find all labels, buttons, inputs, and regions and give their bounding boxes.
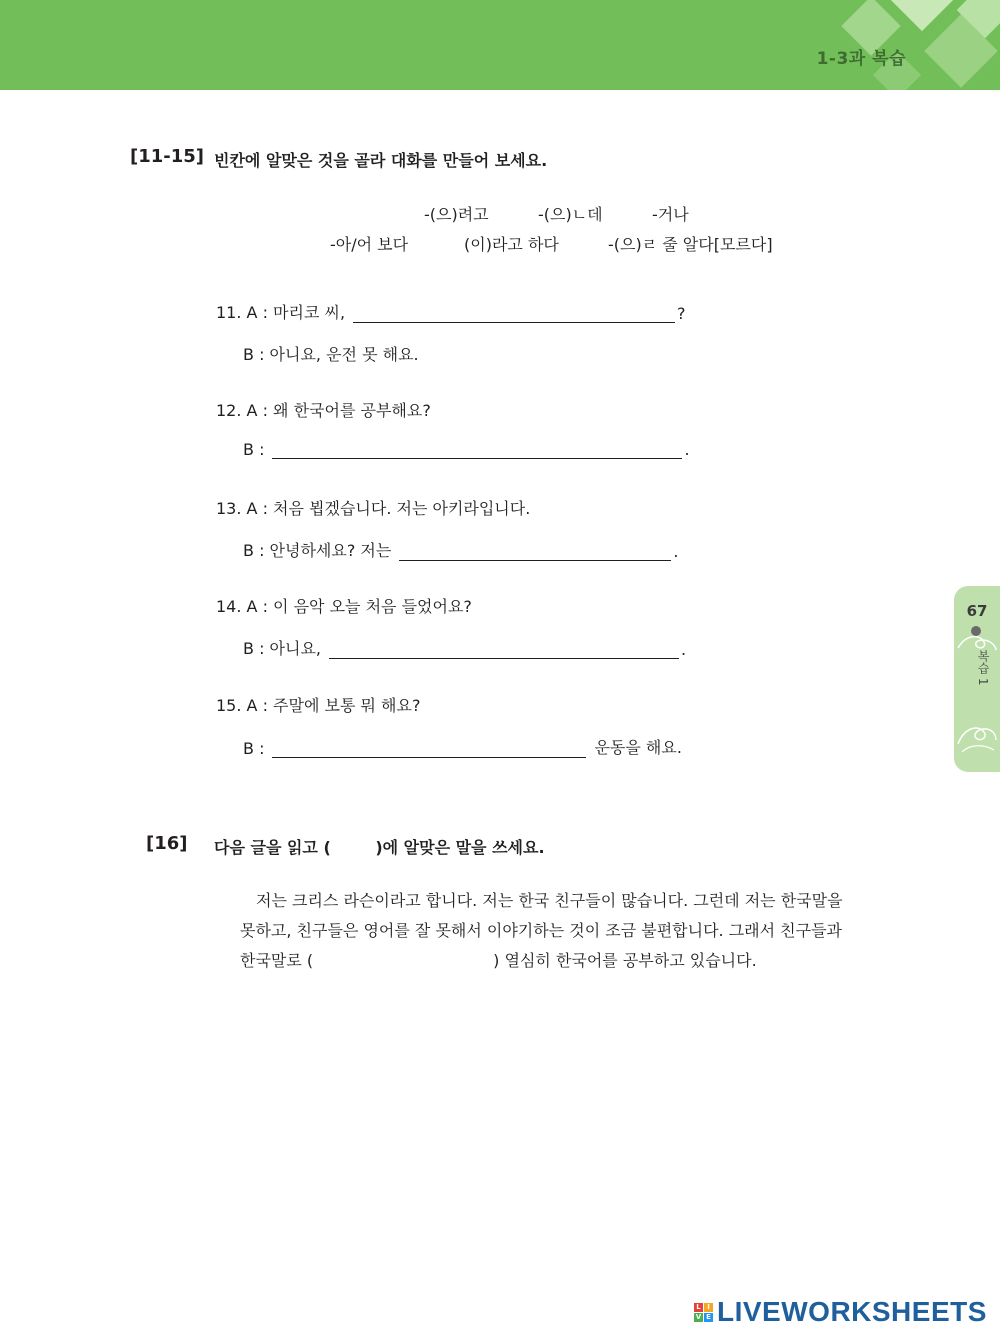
passage-text: ) 열심히 한국어를 공부하고 있습니다. bbox=[493, 951, 757, 970]
question-15-b bbox=[243, 735, 682, 758]
section-number: [11-15] bbox=[130, 146, 205, 167]
question-11-b bbox=[243, 342, 419, 365]
word-bank-item: (이)라고 하다 bbox=[464, 235, 559, 254]
word-bank-item: -거나 bbox=[652, 205, 689, 224]
passage-line: 저는 크리스 라슨이라고 합니다. 저는 한국 친구들이 많습니다. 그런데 저는 한국말을 bbox=[256, 891, 843, 910]
question-13-a bbox=[216, 496, 530, 519]
passage-text: 한국말로 ( bbox=[240, 951, 314, 970]
logo-text: LIVEWORKSHEETS bbox=[717, 1296, 987, 1327]
answer-suffix: . bbox=[673, 542, 679, 561]
question-15-a bbox=[216, 693, 420, 716]
liveworksheets-logo bbox=[694, 1296, 987, 1328]
answer-blank-11[interactable] bbox=[353, 304, 675, 323]
question-suffix: ? bbox=[677, 304, 686, 323]
logo-letter: V bbox=[695, 1312, 702, 1321]
answer-prefix: B : 아니요, bbox=[243, 639, 321, 658]
logo-letter: I bbox=[704, 1303, 713, 1312]
reading-passage bbox=[240, 886, 890, 976]
answer-blank-12[interactable] bbox=[272, 440, 682, 459]
question-text: 15. A : 주말에 보통 뭐 해요? bbox=[216, 696, 421, 715]
answer-suffix: . bbox=[684, 440, 690, 459]
question-text: 14. A : 이 음악 오늘 처음 들었어요? bbox=[216, 597, 472, 616]
answer-suffix: . bbox=[681, 640, 687, 659]
logo-letter: E bbox=[704, 1313, 713, 1322]
section-number: [16] bbox=[146, 833, 188, 854]
answer-text: B : 아니요, 운전 못 해요. bbox=[243, 345, 419, 364]
question-14-b bbox=[243, 636, 686, 659]
word-bank-item: -(으)려고 bbox=[424, 205, 489, 224]
question-12-b bbox=[243, 440, 690, 459]
section-instruction: 다음 글을 읽고 ( )에 알맞은 말을 쓰세요. bbox=[214, 838, 545, 857]
answer-suffix: 운동을 해요. bbox=[594, 738, 682, 757]
chapter-title: 1-3과 복습 bbox=[816, 49, 906, 69]
question-text: 13. A : 처음 뵙겠습니다. 저는 아키라입니다. bbox=[216, 499, 531, 518]
word-bank-item: -(으)ㄹ 줄 알다[모르다] bbox=[608, 235, 773, 254]
passage-line-with-blank bbox=[240, 946, 890, 976]
question-12-a bbox=[216, 398, 431, 421]
logo-letter: L bbox=[694, 1303, 703, 1312]
question-14-a bbox=[216, 594, 472, 617]
question-11-a bbox=[216, 300, 686, 323]
passage-line: 못하고, 친구들은 영어를 잘 못해서 이야기하는 것이 조금 불편합니다. 그래서 친구들과 bbox=[240, 921, 842, 940]
question-13-b bbox=[243, 538, 678, 561]
page-number: 67 bbox=[966, 602, 988, 620]
answer-prefix: B : bbox=[243, 739, 265, 758]
tab-label: 복습 1 bbox=[976, 650, 990, 686]
question-text: 11. A : 마리코 씨, bbox=[216, 303, 346, 322]
swirl-ornament-icon bbox=[956, 714, 998, 754]
logo-mark-icon bbox=[694, 1303, 713, 1322]
word-bank-item: -(으)ㄴ데 bbox=[538, 205, 603, 224]
answer-prefix: B : bbox=[243, 440, 265, 459]
header-banner bbox=[0, 0, 1000, 90]
answer-blank-14[interactable] bbox=[329, 640, 679, 659]
page-side-tab bbox=[954, 586, 1000, 772]
answer-blank-15[interactable] bbox=[272, 739, 586, 758]
question-text: 12. A : 왜 한국어를 공부해요? bbox=[216, 401, 431, 420]
word-bank-item: -아/어 보다 bbox=[330, 235, 409, 254]
section-instruction: 빈칸에 알맞은 것을 골라 대화를 만들어 보세요. bbox=[214, 151, 548, 170]
answer-blank-13[interactable] bbox=[399, 542, 671, 561]
answer-prefix: B : 안녕하세요? 저는 bbox=[243, 541, 392, 560]
